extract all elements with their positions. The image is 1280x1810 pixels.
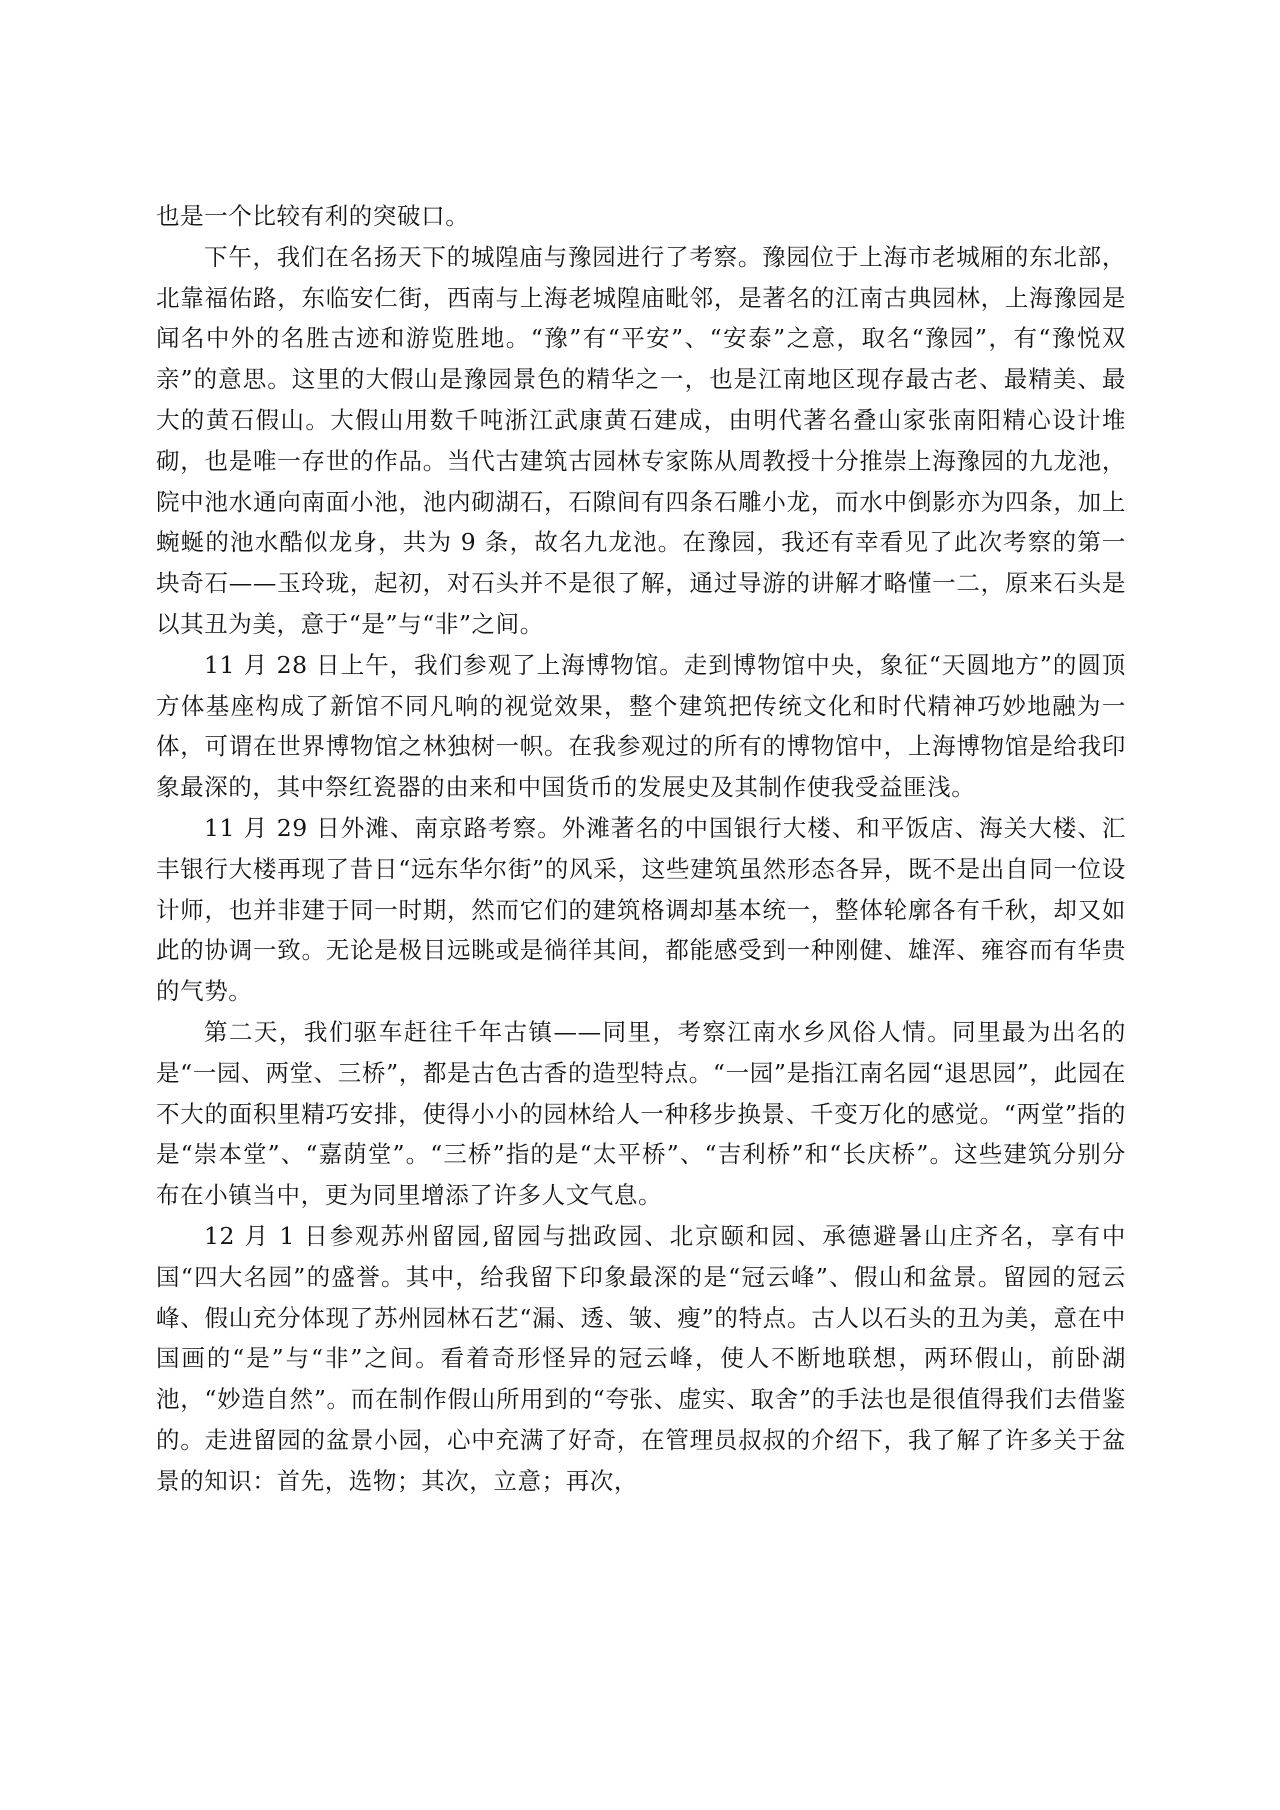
paragraph-continuation: 也是一个比较有利的突破口。 bbox=[156, 202, 470, 230]
paragraph-the-bund: 11 月 29 日外滩、南京路考察。外滩著名的中国银行大楼、和平饭店、海关大楼、汇丰银行大楼再现了昔日“远东华尔街”的风采，这些建筑虽然形态各异，既不是出自同一位设计师，也并非建于同一时期，然而它们的建筑格调却基本统一，整体轮廓各有千秋，却又如此的协调一致。无论是极目远眺或是徜徉其间，都能感受到一种刚健、雄浑、雍容而有华贵的气势。 bbox=[156, 813, 1126, 1006]
paragraph-tongli: 第二天，我们驱车赶往千年古镇——同里，考察江南水乡风俗人情。同里最为出名的是“一园、两堂、三桥”，都是古色古香的造型特点。“一园”是指江南名园“退思园”，此园在不大的面积里精巧安排，使得小小的园林给人一种移步换景、千变万化的感觉。“两堂”指的是“崇本堂”、“嘉荫堂”。“三桥”指的是“太平桥”、“吉利桥”和“长庆桥”。这些建筑分别分布在小镇当中，更为同里增添了许多人文气息。 bbox=[156, 1017, 1126, 1210]
paragraph-yuyuan: 下午，我们在名扬天下的城隍庙与豫园进行了考察。豫园位于上海市老城厢的东北部，北靠福佑路，东临安仁街，西南与上海老城隍庙毗邻，是著名的江南古典园林，上海豫园是闻名中外的名胜古迹和游览胜地。“豫”有“平安”、“安泰”之意，取名“豫园”，有“豫悦双亲”的意思。这里的大假山是豫园景色的精华之一，也是江南地区现存最古老、最精美、最大的黄石假山。大假山用数千吨浙江武康黄石建成，由明代著名叠山家张南阳精心设计堆砌，也是唯一存世的作品。当代古建筑古园林专家陈从周教授十分推崇上海豫园的九龙池，院中池水通向南面小池，池内砌湖石，石隙间有四条石雕小龙，而水中倒影亦为四条，加上蜿蜒的池水酷似龙身，共为 9 条，故名九龙池。在豫园，我还有幸看见了此次考察的第一块奇石——玉玲珑，起初，对石头并不是很了解，通过导游的讲解才略懂一二，原来石头是以其丑为美，意于“是”与“非”之间。 bbox=[156, 242, 1126, 638]
paragraph-shanghai-museum: 11 月 28 日上午，我们参观了上海博物馆。走到博物馆中央，象征“天圆地方”的圆顶方体基座构成了新馆不同凡响的视觉效果，整个建筑把传统文化和时代精神巧妙地融为一体，可谓在世界博物馆之林独树一帜。在我参观过的所有的博物馆中，上海博物馆是给我印象最深的，其中祭红瓷器的由来和中国货币的发展史及其制作使我受益匪浅。 bbox=[156, 650, 1126, 802]
document-page bbox=[156, 196, 1126, 1502]
paragraph-liuyuan: 12 月 1 日参观苏州留园,留园与拙政园、北京颐和园、承德避暑山庄齐名，享有中国“四大名园”的盛誉。其中，给我留下印象最深的是“冠云峰”、假山和盆景。留园的冠云峰、假山充分体现了苏州园林石艺“漏、透、皱、瘦”的特点。古人以石头的丑为美，意在中国画的“是”与“非”之间。看着奇形怪异的冠云峰，使人不断地联想，两环假山，前卧湖池，“妙造自然”。而在制作假山所用到的“夸张、虚实、取舍”的手法也是很值得我们去借鉴的。走进留园的盆景小园，心中充满了好奇，在管理员叔叔的介绍下，我了解了许多关于盆景的知识：首先，选物；其次，立意；再次， bbox=[156, 1221, 1126, 1495]
